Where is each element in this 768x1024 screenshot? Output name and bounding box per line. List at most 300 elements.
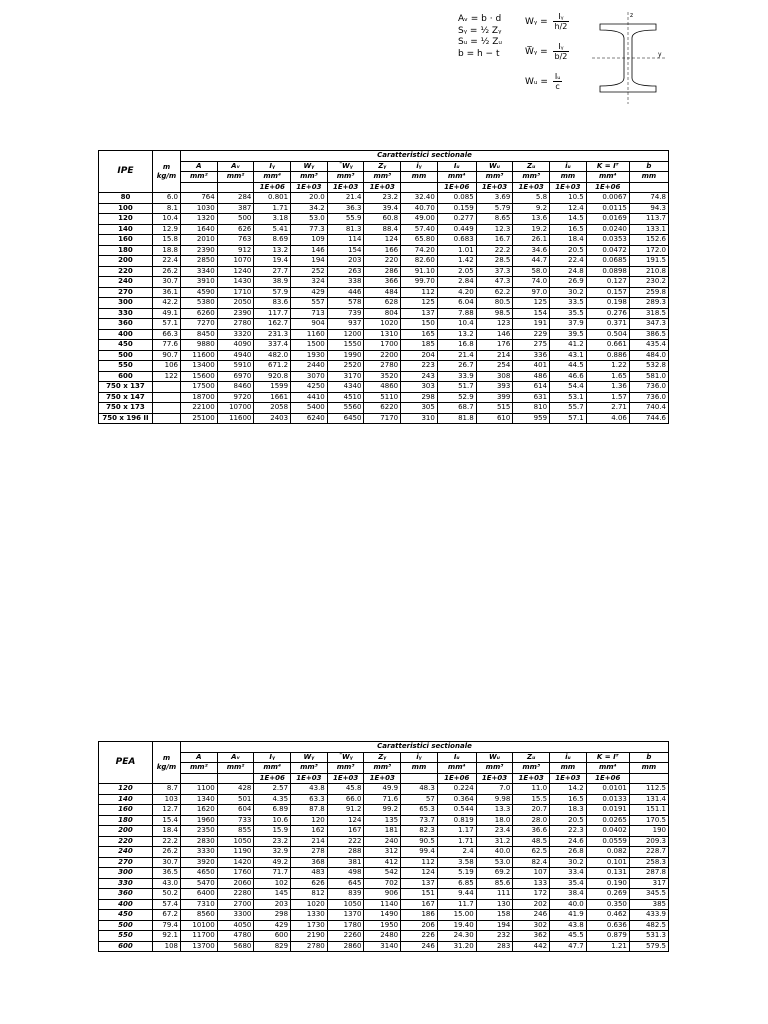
section-name-cell: 200 <box>99 256 153 267</box>
value-cell: 40.0 <box>476 847 513 858</box>
factor-header: 1E+03 <box>476 182 513 193</box>
value-cell: 0.085 <box>437 193 476 204</box>
value-cell: 4780 <box>217 931 254 942</box>
section-name-cell: 270 <box>99 287 153 298</box>
value-cell: 232 <box>476 931 513 942</box>
value-cell: 6.89 <box>254 805 291 816</box>
value-cell: 810 <box>513 403 550 414</box>
value-cell: 2260 <box>327 931 364 942</box>
section-name-cell: 500 <box>99 350 153 361</box>
value-cell: 204 <box>401 350 438 361</box>
value-cell: 381 <box>327 857 364 868</box>
value-cell: 117.7 <box>254 308 291 319</box>
factor-header: 1E+03 <box>291 773 328 784</box>
value-cell: 240 <box>364 836 401 847</box>
value-cell: 2700 <box>217 899 254 910</box>
value-cell: 37.9 <box>550 319 587 330</box>
column-header: A <box>181 752 218 763</box>
value-cell: 286 <box>364 266 401 277</box>
value-cell: 9880 <box>181 340 218 351</box>
value-cell: 92.1 <box>152 931 180 942</box>
value-cell: 26.1 <box>513 235 550 246</box>
section-name-cell: 180 <box>99 245 153 256</box>
value-cell <box>152 413 180 424</box>
value-cell: 26.9 <box>550 277 587 288</box>
value-cell: 736.0 <box>629 382 668 393</box>
value-cell: 278 <box>291 847 328 858</box>
value-cell: 36.6 <box>513 826 550 837</box>
value-cell: 21.4 <box>437 350 476 361</box>
value-cell: 0.0353 <box>586 235 629 246</box>
value-cell: 557 <box>291 298 328 309</box>
value-cell: 8.65 <box>476 214 513 225</box>
value-cell: 22.2 <box>476 245 513 256</box>
formula-b: b = h − t <box>458 48 500 59</box>
value-cell: 112 <box>401 287 438 298</box>
value-cell: 91.10 <box>401 266 438 277</box>
value-cell: 87.8 <box>291 805 328 816</box>
value-cell: 73.7 <box>401 815 438 826</box>
value-cell: 386.5 <box>629 329 668 340</box>
ipe-section-table <box>98 150 669 424</box>
value-cell: 1420 <box>217 857 254 868</box>
factor-header <box>401 773 438 784</box>
table-row <box>99 256 669 267</box>
value-cell: 15600 <box>181 371 218 382</box>
unit-header: mm⁴ <box>437 172 476 183</box>
value-cell: 2780 <box>364 361 401 372</box>
value-cell: 1599 <box>254 382 291 393</box>
value-cell: 338 <box>327 277 364 288</box>
value-cell: 176 <box>476 340 513 351</box>
pea-section-table <box>98 741 669 952</box>
value-cell: 6.04 <box>437 298 476 309</box>
value-cell: 4860 <box>364 382 401 393</box>
value-cell: 22.4 <box>550 256 587 267</box>
value-cell: 214 <box>476 350 513 361</box>
value-cell: 2780 <box>217 319 254 330</box>
table-row <box>99 329 669 340</box>
value-cell: 54.4 <box>550 382 587 393</box>
value-cell: 194 <box>291 256 328 267</box>
value-cell: 25100 <box>181 413 218 424</box>
value-cell: 2850 <box>181 256 218 267</box>
value-cell: 85.6 <box>476 878 513 889</box>
value-cell: 220 <box>364 256 401 267</box>
value-cell: 202 <box>513 899 550 910</box>
mass-header: m kg/m <box>152 742 180 784</box>
formula-sy: Sᵧ = ½ Zᵧ <box>458 25 502 36</box>
value-cell: 7170 <box>364 413 401 424</box>
value-cell: 16.7 <box>476 235 513 246</box>
value-cell: 904 <box>291 319 328 330</box>
column-header: Iᵤ <box>437 161 476 172</box>
value-cell: 17500 <box>181 382 218 393</box>
value-cell: 1950 <box>364 920 401 931</box>
unit-header: mm⁴ <box>437 763 476 774</box>
value-cell: 3340 <box>181 266 218 277</box>
section-name-cell: 220 <box>99 266 153 277</box>
value-cell: 13700 <box>181 941 218 952</box>
value-cell: 3.69 <box>476 193 513 204</box>
value-cell: 1310 <box>364 329 401 340</box>
value-cell: 6450 <box>327 413 364 424</box>
value-cell: 124 <box>327 815 364 826</box>
value-cell: 130 <box>476 899 513 910</box>
value-cell: 628 <box>364 298 401 309</box>
value-cell: 77.3 <box>291 224 328 235</box>
value-cell: 1160 <box>291 329 328 340</box>
value-cell: 2190 <box>291 931 328 942</box>
value-cell: 49.9 <box>364 784 401 795</box>
value-cell: 486 <box>513 371 550 382</box>
formula-sz: Sᵤ = ½ Zᵤ <box>458 37 503 47</box>
value-cell: 446 <box>327 287 364 298</box>
value-cell: 9.98 <box>476 794 513 805</box>
value-cell: 203 <box>254 899 291 910</box>
section-name-cell: 330 <box>99 878 153 889</box>
value-cell: 3170 <box>327 371 364 382</box>
section-name-cell: 80 <box>99 193 153 204</box>
factor-header: 1E+03 <box>364 182 401 193</box>
value-cell: 5560 <box>327 403 364 414</box>
value-cell: 0.0898 <box>586 266 629 277</box>
table-title: Caratteristici sectionale <box>181 742 669 753</box>
table-row <box>99 382 669 393</box>
column-header: iᵤ <box>550 161 587 172</box>
value-cell: 63.3 <box>291 794 328 805</box>
value-cell: 32.40 <box>401 193 438 204</box>
value-cell: 145 <box>254 889 291 900</box>
table-row <box>99 784 669 795</box>
value-cell: 206 <box>401 920 438 931</box>
value-cell: 2440 <box>291 361 328 372</box>
section-name-cell: 750 x 137 <box>99 382 153 393</box>
value-cell: 223 <box>401 361 438 372</box>
value-cell: 412 <box>364 857 401 868</box>
value-cell: 482.0 <box>254 350 291 361</box>
value-cell: 2860 <box>327 941 364 952</box>
unit-header: mm² <box>181 763 218 774</box>
value-cell: 310 <box>401 413 438 424</box>
section-name-cell: 550 <box>99 931 153 942</box>
table-row <box>99 931 669 942</box>
value-cell: 246 <box>513 910 550 921</box>
unit-header: mm <box>550 172 587 183</box>
value-cell: 9.2 <box>513 203 550 214</box>
value-cell: 77.6 <box>152 340 180 351</box>
value-cell: 13.6 <box>513 214 550 225</box>
value-cell: 10.6 <box>254 815 291 826</box>
value-cell: 90.5 <box>401 836 438 847</box>
factor-header: 1E+03 <box>550 773 587 784</box>
value-cell: 30.2 <box>550 287 587 298</box>
value-cell: 1500 <box>291 340 328 351</box>
ibeam-section-diagram <box>588 10 668 106</box>
value-cell: 30.7 <box>152 857 180 868</box>
section-name-cell: 750 x 173 <box>99 403 153 414</box>
value-cell: 37.3 <box>476 266 513 277</box>
table-row <box>99 403 669 414</box>
column-header: Wᵧ <box>291 161 328 172</box>
table-row <box>99 371 669 382</box>
value-cell: 5110 <box>364 392 401 403</box>
unit-header: mm³ <box>327 172 364 183</box>
value-cell: 67.2 <box>152 910 180 921</box>
value-cell: 191 <box>513 319 550 330</box>
column-header: Aᵥ <box>217 752 254 763</box>
value-cell: 28.5 <box>476 256 513 267</box>
column-header: b <box>629 161 668 172</box>
value-cell: 133.1 <box>629 224 668 235</box>
unit-header: mm³ <box>291 763 328 774</box>
value-cell: 764 <box>181 193 218 204</box>
value-cell: 36.3 <box>327 203 364 214</box>
column-header: Iᵤ <box>437 752 476 763</box>
value-cell: 399 <box>476 392 513 403</box>
value-cell: 0.801 <box>254 193 291 204</box>
value-cell: 158 <box>476 910 513 921</box>
value-cell: 26.2 <box>152 266 180 277</box>
column-header: Aᵥ <box>217 161 254 172</box>
value-cell: 20.7 <box>513 805 550 816</box>
value-cell: 57.1 <box>550 413 587 424</box>
value-cell: 305 <box>401 403 438 414</box>
value-cell: 501 <box>217 794 254 805</box>
factor-header: 1E+03 <box>364 773 401 784</box>
value-cell: 50.2 <box>152 889 180 900</box>
value-cell: 57.1 <box>152 319 180 330</box>
value-cell: 69.2 <box>476 868 513 879</box>
table-title: Caratteristici sectionale <box>181 151 669 162</box>
value-cell: 0.886 <box>586 350 629 361</box>
value-cell: 65.80 <box>401 235 438 246</box>
value-cell: 1320 <box>181 214 218 225</box>
value-cell: 0.276 <box>586 308 629 319</box>
factor-header: 1E+03 <box>476 773 513 784</box>
unit-header: mm³ <box>513 172 550 183</box>
value-cell: 259.8 <box>629 287 668 298</box>
value-cell: 4.35 <box>254 794 291 805</box>
value-cell: 3.18 <box>254 214 291 225</box>
value-cell: 0.0559 <box>586 836 629 847</box>
value-cell: 362 <box>513 931 550 942</box>
value-cell: 1700 <box>364 340 401 351</box>
value-cell: 736.0 <box>629 392 668 403</box>
value-cell: 3520 <box>364 371 401 382</box>
column-header: iᵧ <box>401 752 438 763</box>
value-cell: 702 <box>364 878 401 889</box>
table-row <box>99 941 669 952</box>
table-row <box>99 392 669 403</box>
value-cell: 1.21 <box>586 941 629 952</box>
value-cell: 167 <box>401 899 438 910</box>
value-cell: 186 <box>401 910 438 921</box>
value-cell: 43.8 <box>550 920 587 931</box>
value-cell: 151.1 <box>629 805 668 816</box>
column-header: Wᵤ <box>476 161 513 172</box>
section-name-cell: 750 x 147 <box>99 392 153 403</box>
value-cell: 42.2 <box>152 298 180 309</box>
value-cell: 1430 <box>217 277 254 288</box>
value-cell: 1190 <box>217 847 254 858</box>
value-cell: 13.2 <box>254 245 291 256</box>
value-cell: 152.6 <box>629 235 668 246</box>
value-cell: 88.4 <box>364 224 401 235</box>
value-cell: 229 <box>513 329 550 340</box>
value-cell: 191.5 <box>629 256 668 267</box>
section-name-cell: 360 <box>99 319 153 330</box>
value-cell: 7310 <box>181 899 218 910</box>
value-cell: 81.8 <box>437 413 476 424</box>
value-cell: 289.3 <box>629 298 668 309</box>
value-cell: 102 <box>254 878 291 889</box>
value-cell: 579.5 <box>629 941 668 952</box>
value-cell: 8450 <box>181 329 218 340</box>
value-cell: 47.3 <box>476 277 513 288</box>
value-cell: 107 <box>513 868 550 879</box>
value-cell: 99.70 <box>401 277 438 288</box>
value-cell: 228.7 <box>629 847 668 858</box>
unit-header: mm² <box>181 172 218 183</box>
value-cell: 34.6 <box>513 245 550 256</box>
value-cell: 66.3 <box>152 329 180 340</box>
value-cell: 298 <box>401 392 438 403</box>
value-cell: 483 <box>291 868 328 879</box>
value-cell: 500 <box>217 214 254 225</box>
value-cell: 303 <box>401 382 438 393</box>
value-cell: 222 <box>327 836 364 847</box>
factor-header: 1E+03 <box>550 182 587 193</box>
value-cell: 428 <box>217 784 254 795</box>
value-cell: 71.6 <box>364 794 401 805</box>
value-cell: 604 <box>217 805 254 816</box>
value-cell: 36.5 <box>152 868 180 879</box>
value-cell: 7270 <box>181 319 218 330</box>
value-cell: 254 <box>476 361 513 372</box>
value-cell: 1.57 <box>586 392 629 403</box>
value-cell: 0.0169 <box>586 214 629 225</box>
value-cell: 626 <box>217 224 254 235</box>
table-row <box>99 805 669 816</box>
value-cell: 30.7 <box>152 277 180 288</box>
value-cell: 1050 <box>327 899 364 910</box>
value-cell: 312 <box>364 847 401 858</box>
value-cell: 35.5 <box>550 308 587 319</box>
value-cell: 162 <box>291 826 328 837</box>
section-name-cell: 100 <box>99 203 153 214</box>
value-cell: 106 <box>152 361 180 372</box>
value-cell: 542 <box>364 868 401 879</box>
table-row <box>99 235 669 246</box>
value-cell: 744.6 <box>629 413 668 424</box>
value-cell: 1760 <box>217 868 254 879</box>
table-row <box>99 910 669 921</box>
value-cell: 0.504 <box>586 329 629 340</box>
value-cell: 226 <box>401 931 438 942</box>
value-cell: 125 <box>513 298 550 309</box>
value-cell: 1020 <box>364 319 401 330</box>
value-cell: 11.7 <box>437 899 476 910</box>
value-cell: 8.7 <box>152 784 180 795</box>
section-name-cell: 600 <box>99 371 153 382</box>
value-cell: 120 <box>291 815 328 826</box>
value-cell: 18700 <box>181 392 218 403</box>
value-cell: 1960 <box>181 815 218 826</box>
value-cell: 14.2 <box>550 784 587 795</box>
value-cell: 10700 <box>217 403 254 414</box>
value-cell: 62.5 <box>513 847 550 858</box>
value-cell: 1780 <box>327 920 364 931</box>
table-row <box>99 361 669 372</box>
value-cell: 172 <box>513 889 550 900</box>
value-cell: 166 <box>364 245 401 256</box>
value-cell: 0.636 <box>586 920 629 931</box>
factor-header: 1E+03 <box>291 182 328 193</box>
value-cell: 1.01 <box>437 245 476 256</box>
value-cell: 829 <box>254 941 291 952</box>
value-cell: 125 <box>401 298 438 309</box>
value-cell: 112 <box>401 857 438 868</box>
value-cell: 0.0472 <box>586 245 629 256</box>
value-cell: 763 <box>217 235 254 246</box>
value-cell: 12.3 <box>476 224 513 235</box>
unit-header: mm³ <box>364 172 401 183</box>
column-header: ¯Wᵧ <box>327 752 364 763</box>
column-header: Zᵧ <box>364 161 401 172</box>
value-cell: 581.0 <box>629 371 668 382</box>
value-cell: 3.58 <box>437 857 476 868</box>
value-cell: 0.0115 <box>586 203 629 214</box>
value-cell: 62.2 <box>476 287 513 298</box>
value-cell: 19.40 <box>437 920 476 931</box>
unit-header: mm² <box>217 172 254 183</box>
value-cell: 68.7 <box>437 403 476 414</box>
column-header: Zᵤ <box>513 752 550 763</box>
value-cell: 22.3 <box>550 826 587 837</box>
value-cell: 98.5 <box>476 308 513 319</box>
value-cell: 60.8 <box>364 214 401 225</box>
value-cell: 2830 <box>181 836 218 847</box>
unit-header: mm³ <box>291 172 328 183</box>
value-cell: 4250 <box>291 382 328 393</box>
value-cell: 83.6 <box>254 298 291 309</box>
factor-header: 1E+03 <box>513 182 550 193</box>
y-axis-label: y <box>658 51 662 58</box>
value-cell: 231.3 <box>254 329 291 340</box>
section-name-cell: 450 <box>99 910 153 921</box>
table-row <box>99 266 669 277</box>
column-header: b <box>629 752 668 763</box>
value-cell: 1020 <box>291 899 328 910</box>
value-cell: 0.101 <box>586 857 629 868</box>
value-cell: 0.350 <box>586 899 629 910</box>
value-cell: 185 <box>401 340 438 351</box>
value-cell: 137 <box>401 308 438 319</box>
value-cell: 6.85 <box>437 878 476 889</box>
value-cell: 1370 <box>327 910 364 921</box>
section-name-cell: 180 <box>99 815 153 826</box>
value-cell: 39.5 <box>550 329 587 340</box>
value-cell: 5470 <box>181 878 218 889</box>
value-cell: 46.6 <box>550 371 587 382</box>
value-cell: 3330 <box>181 847 218 858</box>
value-cell: 57 <box>401 794 438 805</box>
value-cell: 15.00 <box>437 910 476 921</box>
column-header: Zᵤ <box>513 161 550 172</box>
value-cell: 74.20 <box>401 245 438 256</box>
value-cell: 26.7 <box>437 361 476 372</box>
